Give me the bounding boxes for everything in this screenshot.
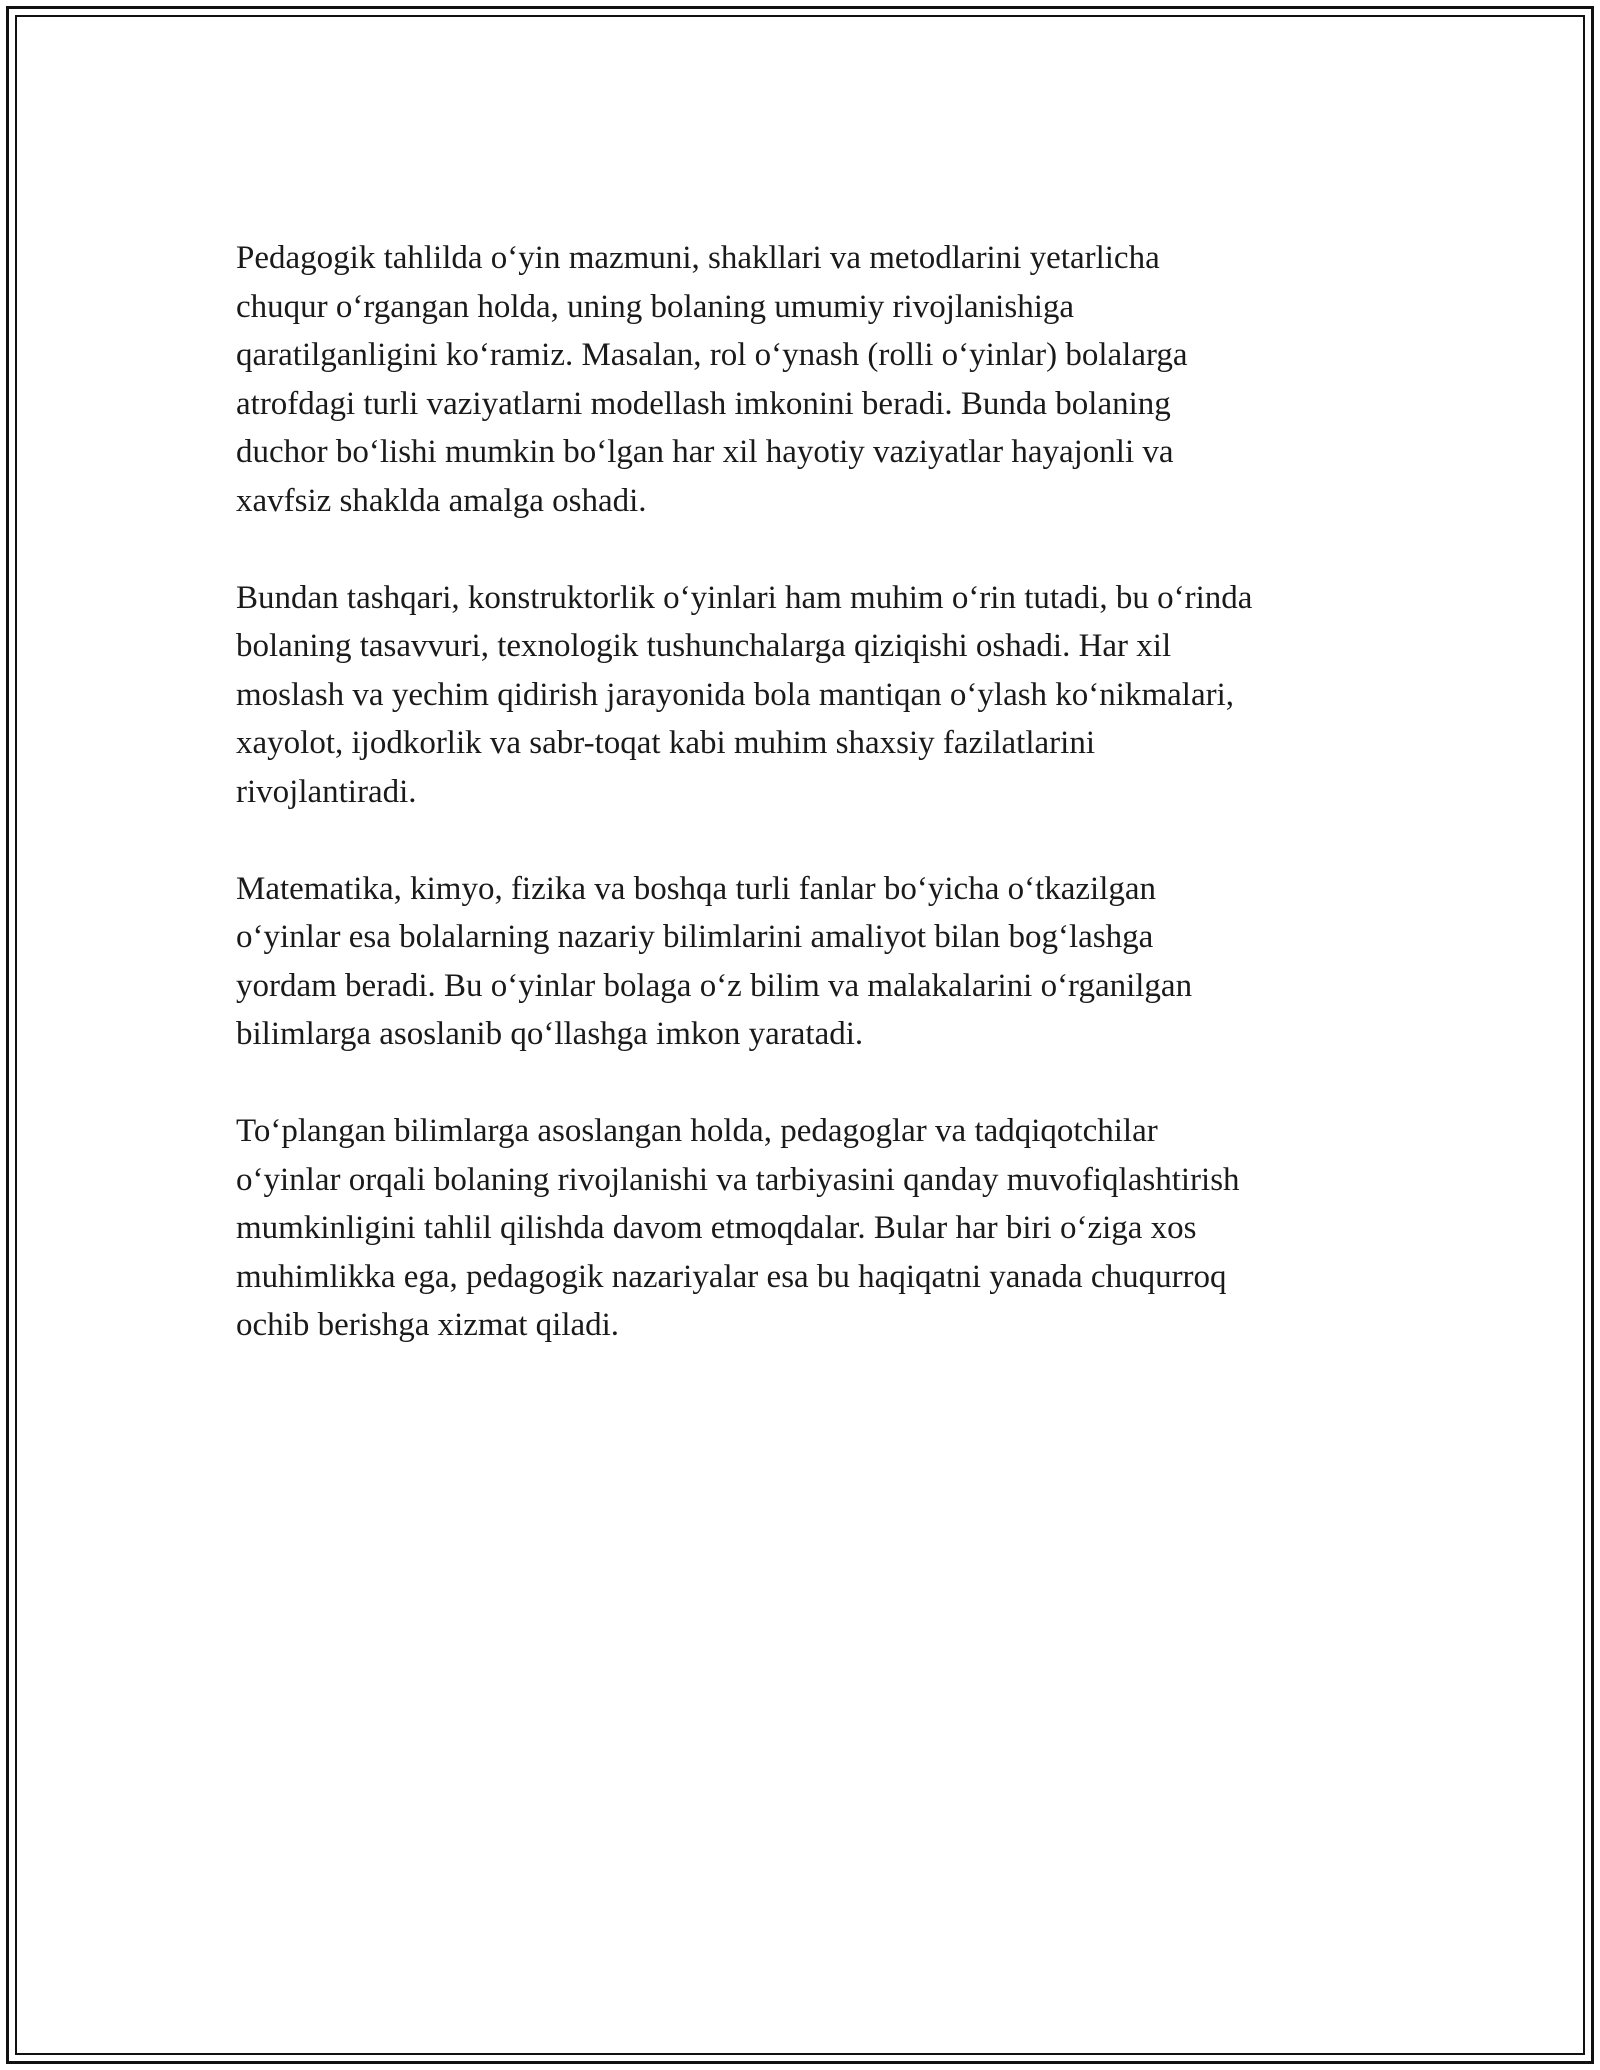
text-line: xayolot, ijodkorlik va sabr-toqat kabi muhim shaxsiy fazilatlarini <box>236 725 1095 761</box>
text-line: Matematika, kimyo, fizika va boshqa turli fanlar bo‘yicha o‘tkazilgan <box>236 870 1157 907</box>
text-line: Pedagogik tahlilda o‘yin mazmuni, shakllari va metodlarini yetarlicha <box>236 240 1160 276</box>
paragraph-1 <box>236 234 1396 525</box>
paragraph-2 <box>236 574 1396 817</box>
text-line: moslash va yechim qidirish jarayonida bola mantiqan o‘ylash ko‘nikmalari, <box>236 676 1235 713</box>
text-line: ochib berishga xizmat qiladi. <box>236 1307 620 1343</box>
text-line: o‘yinlar orqali bolaning rivojlanishi va tarbiyasini qanday muvofiqlashtirish <box>236 1161 1240 1198</box>
text-line: xavfsiz shaklda amalga oshadi. <box>236 482 647 519</box>
text-line: yordam beradi. Bu o‘yinlar bolaga o‘z bilim va malakalarini o‘rganilgan <box>236 967 1193 1004</box>
text-line: mumkinligini tahlil qilishda davom etmoqdalar. Bular har biri o‘ziga xos <box>236 1210 1197 1246</box>
text-line: chuqur o‘rgangan holda, uning bolaning umumiy rivojlanishiga <box>236 288 1075 325</box>
text-line: atrofdagi turli vaziyatlarni modellash imkonini beradi. Bunda bolaning <box>236 385 1171 422</box>
text-line: rivojlantiradi. <box>236 773 417 810</box>
text-line: bilimlarga asoslanib qo‘llashga imkon yaratadi. <box>236 1016 864 1052</box>
text-line: bolaning tasavvuri, texnologik tushunchalarga qiziqishi oshadi. Har xil <box>236 628 1172 664</box>
text-line: duchor bo‘lishi mumkin bo‘lgan har xil hayotiy vaziyatlar hayajonli va <box>236 434 1174 470</box>
text-line: Bundan tashqari, konstruktorlik o‘yinlari ham muhim o‘rin tutadi, bu o‘rinda <box>236 579 1253 616</box>
text-line: To‘plangan bilimlarga asoslangan holda, pedagoglar va tadqiqotchilar <box>236 1113 1158 1149</box>
paragraph-4 <box>236 1107 1396 1350</box>
text-line: muhimlikka ega, pedagogik nazariyalar esa bu haqiqatni yanada chuqurroq <box>236 1258 1227 1295</box>
paragraph-3 <box>236 865 1396 1059</box>
text-line: o‘yinlar esa bolalarning nazariy bilimlarini amaliyot bilan bog‘lashga <box>236 919 1154 955</box>
text-line: qaratilganligini ko‘ramiz. Masalan, rol o‘ynash (rolli o‘yinlar) bolalarga <box>236 337 1188 373</box>
document-body <box>236 234 1396 1398</box>
